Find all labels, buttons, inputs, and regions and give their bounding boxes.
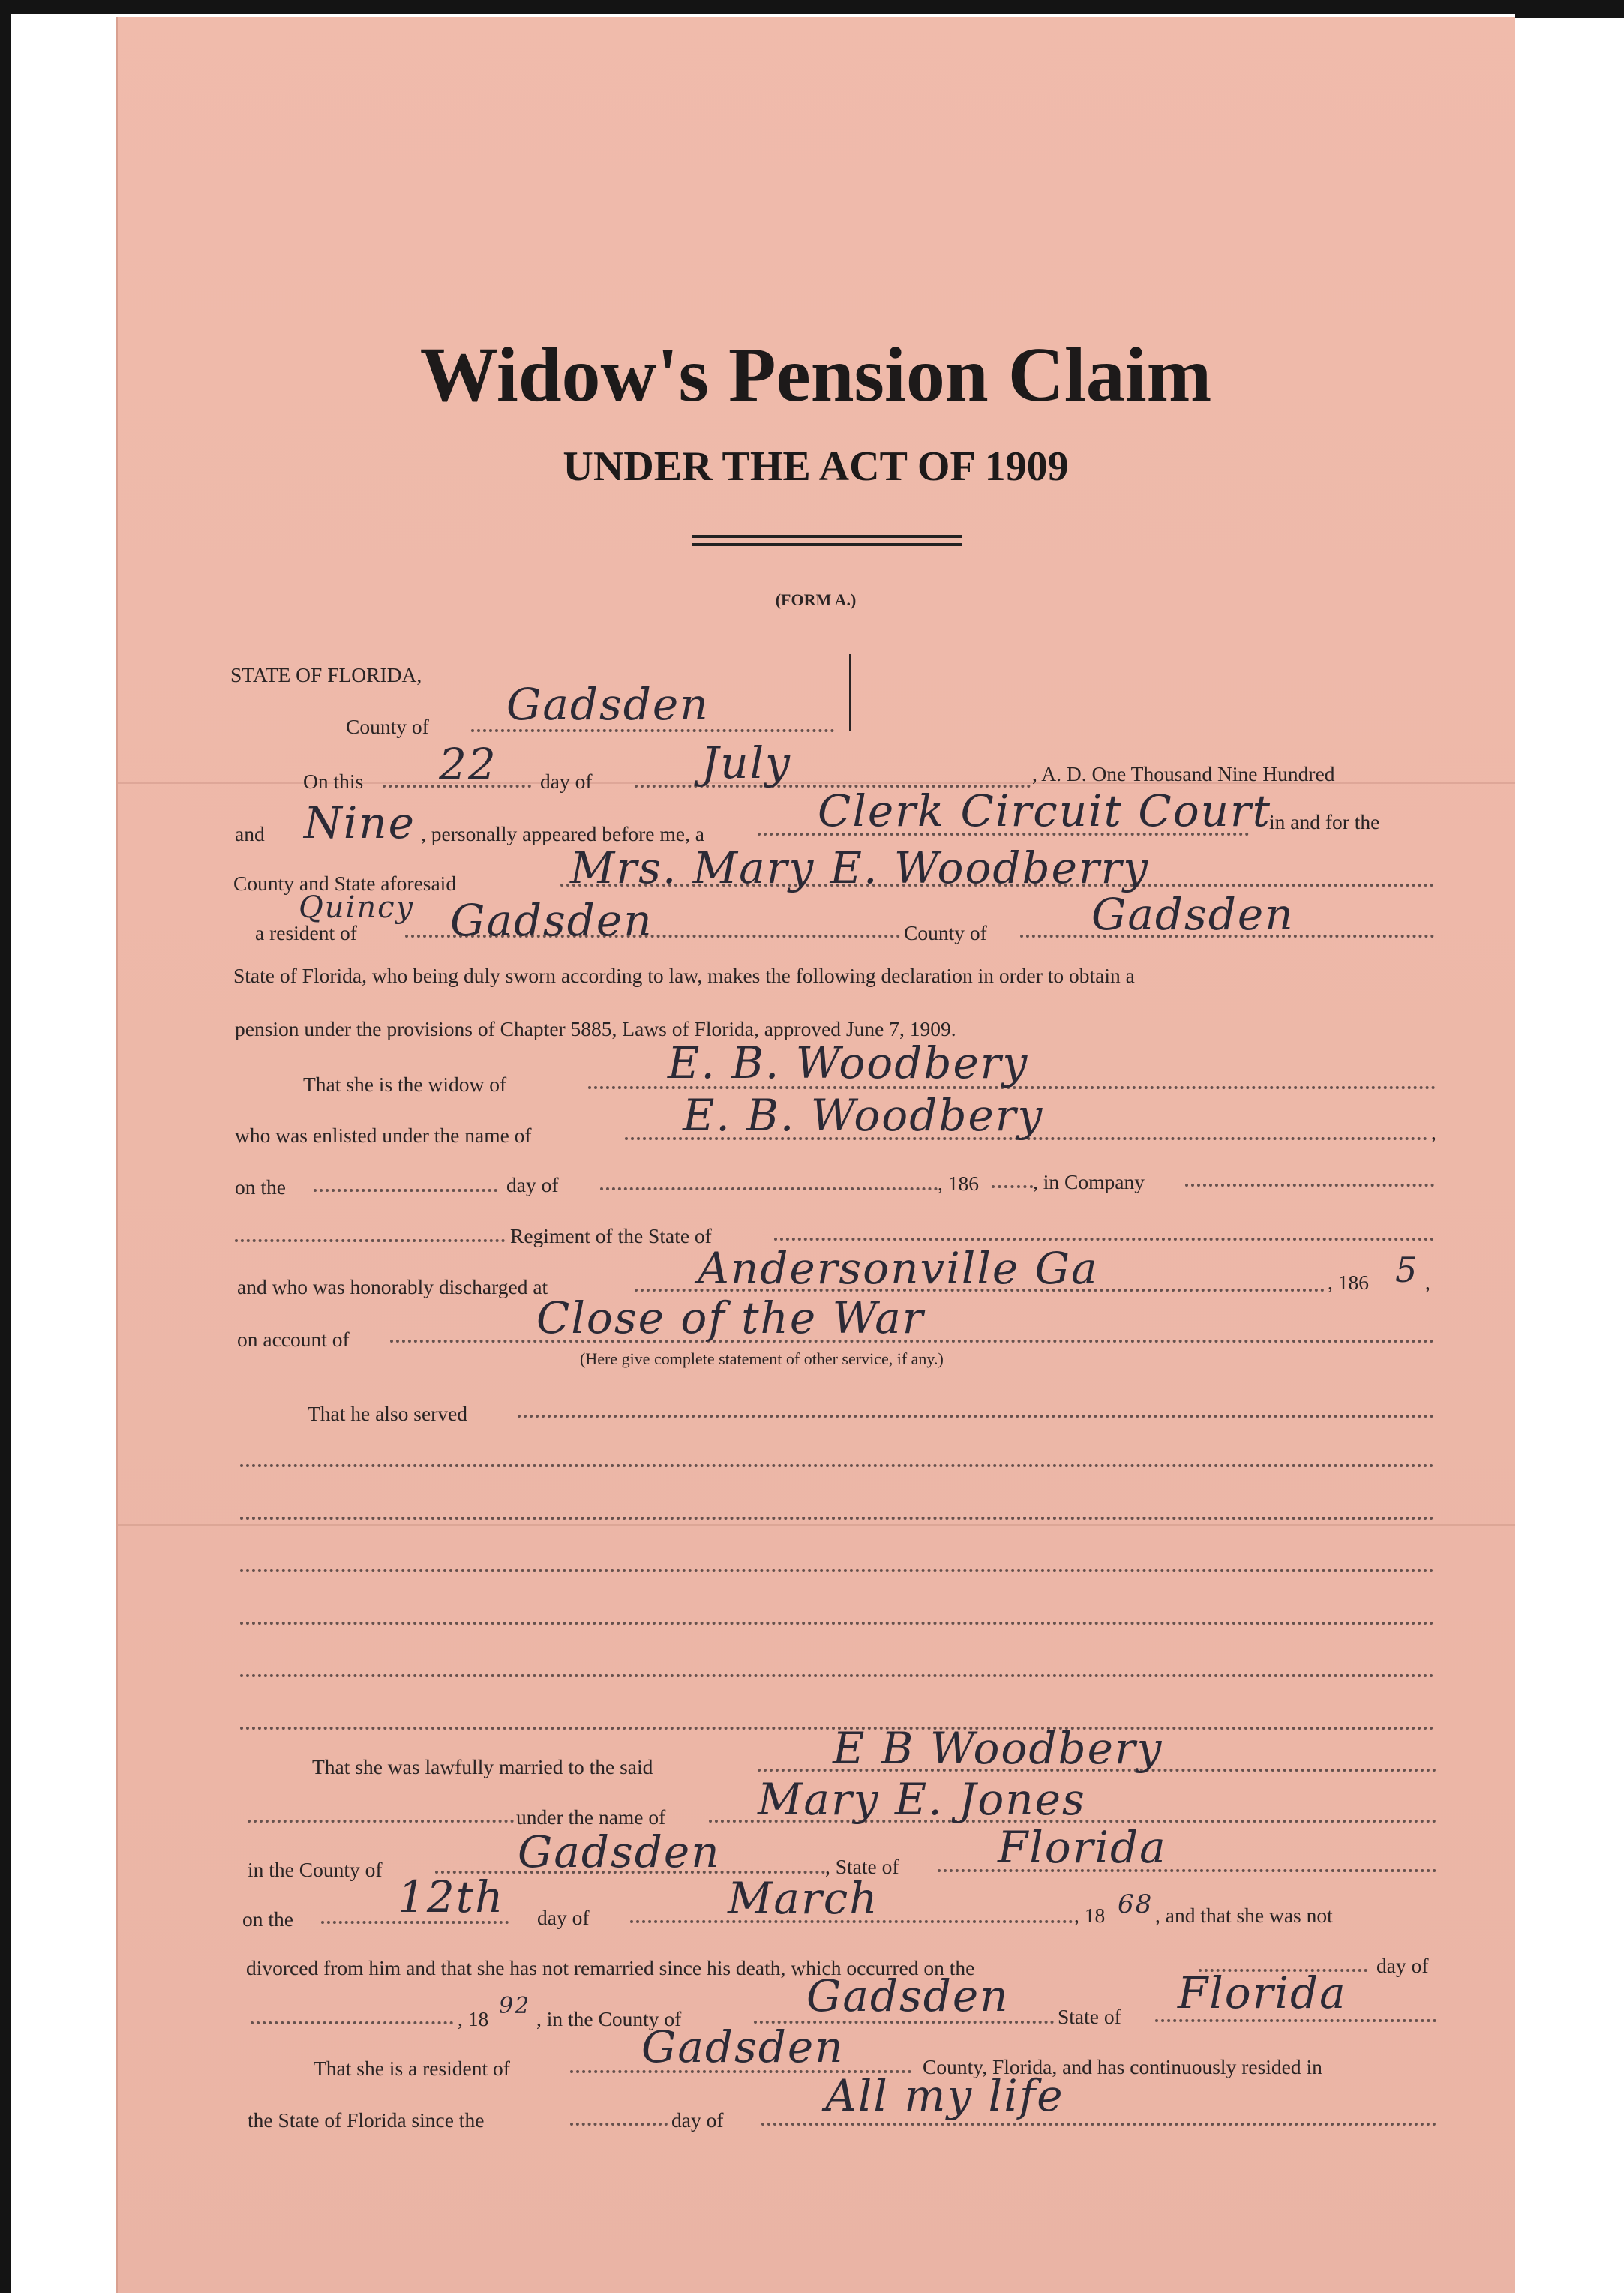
county-of-label-3: , in the County of [536, 2007, 682, 2030]
state-of-label: , State of [825, 1855, 899, 1878]
name-handwritten: Mrs. Mary E. Woodberry [570, 842, 1150, 893]
enlist-year-dots [992, 1185, 1033, 1188]
maiden-name-handwritten: Mary E. Jones [758, 1774, 1086, 1825]
marriage-day-handwritten: 12th [398, 1871, 505, 1922]
day-of-label-3: day of [537, 1906, 590, 1929]
reason-handwritten: Close of the War [536, 1292, 925, 1343]
on-this-label: On this [303, 770, 364, 793]
scan-border-corner [1515, 0, 1624, 18]
service-line [240, 1674, 1434, 1677]
husband-handwritten: E. B. Woodbery [668, 1037, 1029, 1088]
resident-county-3-handwritten: Gadsden [641, 2021, 845, 2072]
form-subtitle: UNDER THE ACT OF 1909 [563, 443, 1069, 490]
scan-margin-right [1515, 0, 1624, 2293]
widow-of-label: That she is the widow of [303, 1073, 507, 1096]
and-label: and [235, 822, 265, 845]
sworn-text: State of Florida, who being duly sworn according to law, makes the following declaration in order to obtain a [233, 964, 1135, 987]
on-the-label-2: on the [242, 1907, 293, 1931]
form-label: (FORM A.) [775, 590, 857, 609]
year-189-prefix: , 18 [458, 2007, 489, 2030]
year-1865-suffix: , [1425, 1271, 1430, 1294]
discharge-year-digit-handwritten: 5 [1395, 1250, 1419, 1290]
scan-border-top [0, 0, 1624, 14]
fold-line [118, 1524, 1517, 1526]
marriage-year-handwritten: 68 [1118, 1889, 1154, 1919]
under-name-label: under the name of [516, 1805, 666, 1829]
death-year-handwritten: 92 [499, 1993, 531, 2019]
year-word-handwritten: Nine [304, 797, 416, 848]
form-title: Widow's Pension Claim [419, 332, 1212, 418]
maiden-prefix-dots [248, 1820, 514, 1823]
death-state-handwritten: Florida [1178, 1967, 1347, 2018]
day-of-label-2: day of [506, 1173, 559, 1196]
year-1865-prefix: , 186 [1328, 1271, 1369, 1294]
county-state-label: County and State aforesaid [233, 872, 457, 895]
married-to-handwritten: E B Woodbery [833, 1723, 1163, 1774]
enlisted-label: who was enlisted under the name of [235, 1124, 532, 1147]
month-handwritten: July [701, 737, 791, 788]
day-of-label-4: day of [1376, 1954, 1429, 1977]
in-county-label: in the County of [248, 1858, 383, 1881]
resident-county-handwritten: Gadsden [450, 895, 653, 946]
service-line [240, 1464, 1434, 1467]
on-account-label: on account of [237, 1328, 350, 1351]
service-note: (Here give complete statement of other service, if any.) [580, 1349, 944, 1368]
resident-line-label: That she is a resident of [314, 2057, 510, 2080]
service-line [240, 1569, 1434, 1572]
death-state-dots [1155, 2019, 1436, 2022]
county-handwritten: Gadsden [506, 679, 710, 730]
county-brace [837, 654, 851, 731]
title-rule [692, 535, 962, 538]
resident-county-2-handwritten: Gadsden [1091, 889, 1295, 940]
regiment-state-dots [774, 1238, 1434, 1241]
regiment-dots [235, 1239, 505, 1242]
personally-appeared-label: , personally appeared before me, a [421, 822, 704, 845]
company-dots [1185, 1184, 1434, 1187]
discharge-place-handwritten: Andersonville Ga [698, 1243, 1099, 1294]
resident-town-handwritten: Quincy [299, 890, 415, 925]
day-handwritten: 22 [439, 739, 497, 790]
since-day-dots [570, 2123, 668, 2126]
county-florida-text: County, Florida, and has continuously resided in [923, 2055, 1322, 2078]
ad-text: , A. D. One Thousand Nine Hundred [1032, 762, 1335, 785]
enlist-day-dots [314, 1189, 497, 1192]
enlisted-name-handwritten: E. B. Woodbery [683, 1090, 1044, 1141]
married-to-label: That she was lawfully married to the said [312, 1755, 653, 1778]
service-dots [518, 1415, 1434, 1418]
discharged-label: and who was honorably discharged at [237, 1275, 548, 1298]
since-handwritten: All my life [825, 2070, 1064, 2121]
county-of-label-2: County of [904, 921, 987, 944]
death-month-dots [251, 2021, 453, 2024]
in-company-label: , in Company [1033, 1170, 1145, 1193]
year-1868-prefix: , 18 [1074, 1904, 1106, 1927]
scan-border-left [0, 0, 11, 2293]
since-dots [761, 2123, 1436, 2126]
regiment-label: Regiment of the State of [510, 1224, 712, 1247]
enlist-month-dots [600, 1187, 938, 1190]
year-186-label: , 186 [938, 1172, 979, 1195]
pension-text: pension under the provisions of Chapter 5885, Laws of Florida, approved June 7, 1909. [235, 1017, 956, 1040]
also-served-label: That he also served [308, 1402, 468, 1425]
state-label: STATE OF FLORIDA, [230, 663, 422, 686]
county-label: County of [346, 715, 429, 738]
comma: , [1431, 1121, 1436, 1144]
marriage-county-handwritten: Gadsden [518, 1826, 721, 1877]
service-line [240, 1622, 1434, 1625]
state-of-label-2: State of [1058, 2005, 1121, 2028]
not-line: , and that she was not [1155, 1904, 1333, 1927]
resident-of-label: a resident of [255, 921, 357, 944]
day-of-label: day of [540, 770, 593, 793]
officer-handwritten: Clerk Circuit Court [818, 785, 1272, 836]
on-the-label: on the [235, 1175, 286, 1199]
day-of-label-5: day of [671, 2108, 724, 2132]
title-rule [692, 543, 962, 546]
marriage-state-handwritten: Florida [998, 1822, 1167, 1873]
marriage-month-handwritten: March [728, 1873, 879, 1924]
death-county-handwritten: Gadsden [806, 1970, 1010, 2021]
service-line [240, 1517, 1434, 1520]
divorced-text: divorced from him and that she has not remarried since his death, which occurred on the [246, 1956, 975, 1979]
in-and-for-label: in and for the [1269, 810, 1380, 833]
since-label: the State of Florida since the [248, 2108, 485, 2132]
